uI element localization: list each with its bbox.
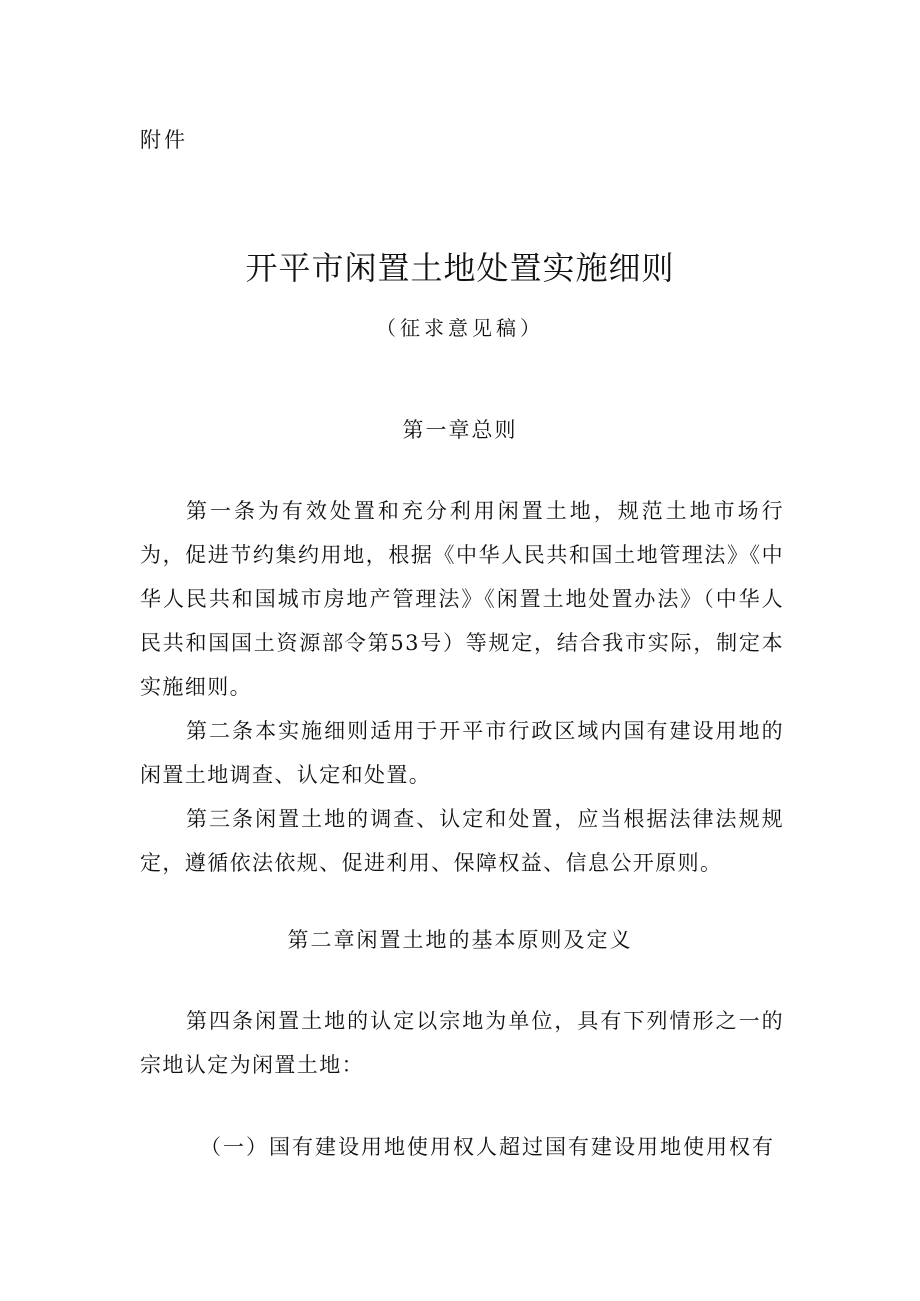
article-3-paragraph: 第三条闲置土地的调查、认定和处置，应当根据法律法规规定，遵循依法依规、促进利用、保障权益、信息公开原则。	[140, 807, 784, 875]
attachment-label: 附件	[140, 128, 188, 152]
article-1-paragraph: 第一条为有效处置和充分利用闲置土地，规范土地市场行为，促进节约集约用地，根据《中华人民共和国土地管理法》《中华人民共和国城市房地产管理法》《闲置土地处置办法》（中华人民共和国国土资源部令第53号）等规定，结合我市实际，制定本实施细则。	[140, 499, 784, 699]
document-subtitle: （征求意见稿）	[376, 316, 544, 340]
chapter-heading-2: 第二章闲置土地的基本原则及定义	[287, 928, 633, 952]
document-title: 开平市闲置土地处置实施细则	[245, 249, 675, 287]
article-2-paragraph: 第二条本实施细则适用于开平市行政区域内国有建设用地的闲置土地调查、认定和处置。	[140, 719, 784, 787]
chapter-heading-1: 第一章总则	[402, 418, 518, 442]
list-item-1: （一）国有建设用地使用权人超过国有建设用地使用权有	[200, 1135, 775, 1159]
article-4-paragraph: 第四条闲置土地的认定以宗地为单位，具有下列情形之一的宗地认定为闲置土地：	[140, 1009, 784, 1077]
